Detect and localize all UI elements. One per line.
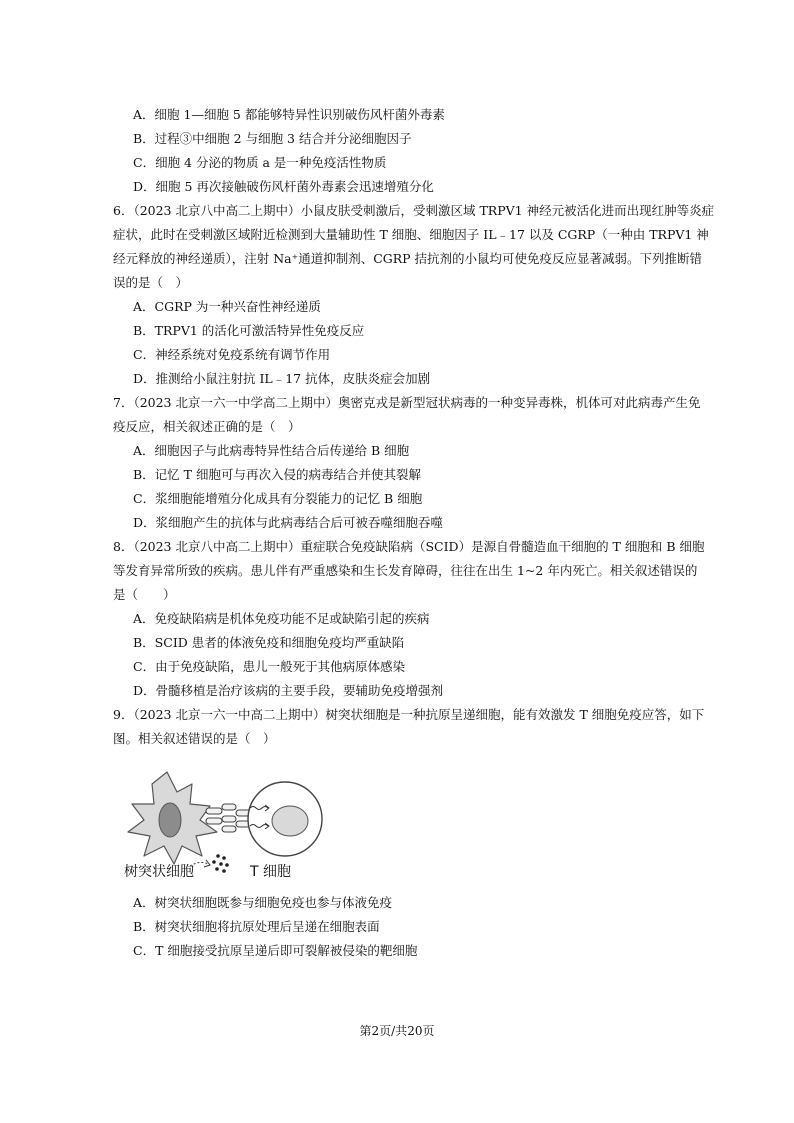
q7-stem-line: 7．（2023 北京一六一中学高二上期中）奥密克戎是新型冠状病毒的一种变异毒株，机体可对此病毒产生免 [113, 395, 701, 410]
page-footer: 第2页/共20页 [359, 1024, 435, 1038]
q6-option-d[interactable]: D．推测给小鼠注射抗 IL﹣17 抗体，皮肤炎症会加剧 [133, 371, 431, 386]
q9-stem-line: 图。相关叙述错误的是（ ） [113, 731, 276, 746]
q6-stem-line: 症状，此时在受刺激区域附近检测到大量辅助性 T 细胞、细胞因子 IL﹣17 以及 CGRP（一种由 TRPV1 神 [113, 227, 709, 242]
q6-stem-line: 经元释放的神经递质），注射 Na⁺通道抑制剂、CGRP 拮抗剂的小鼠均可使免疫反应显著减弱。下列推断错 [113, 251, 703, 266]
q7-option-c[interactable]: C．浆细胞能增殖分化成具有分裂能力的记忆 B 细胞 [133, 491, 423, 506]
q8-stem-line: 是（ ） [113, 587, 176, 602]
q5-option-b[interactable]: B．过程③中细胞 2 与细胞 3 结合并分泌细胞因子 [133, 131, 412, 146]
t-cell-nucleus [272, 806, 308, 836]
q6-stem-line: 误的是（ ） [113, 275, 189, 290]
dendritic-t-cell-figure [122, 764, 332, 886]
q7-stem-line: 疫反应，相关叙述正确的是（ ） [113, 419, 301, 434]
q8-option-c[interactable]: C．由于免疫缺陷，患儿一般死于其他病原体感染 [133, 659, 406, 674]
q8-option-a[interactable]: A．免疫缺陷病是机体免疫功能不足或缺陷引起的疾病 [133, 611, 430, 626]
q5-option-a[interactable]: A．细胞 1—细胞 5 都能够特异性识别破伤风杆菌外毒素 [133, 107, 445, 122]
question-8 [113, 535, 705, 703]
q6-stem-line: 6．（2023 北京八中高二上期中）小鼠皮肤受刺激后，受刺激区域 TRPV1 神经元被活化进而出现红肿等炎症 [113, 203, 715, 218]
q5-option-d[interactable]: D．细胞 5 再次接触破伤风杆菌外毒素会迅速增殖分化 [133, 179, 434, 194]
q7-option-b[interactable]: B．记忆 T 细胞可与再次入侵的病毒结合并使其裂解 [133, 467, 421, 482]
q9-options [113, 891, 685, 963]
q5-option-c[interactable]: C．细胞 4 分泌的物质 a 是一种免疫活性物质 [133, 155, 387, 170]
q9-option-a[interactable]: A．树突状细胞既参与细胞免疫也参与体液免疫 [133, 895, 393, 910]
q9-option-b[interactable]: B．树突状细胞将抗原处理后呈递在细胞表面 [133, 919, 380, 934]
t-cell-label: T 细胞 [250, 864, 292, 880]
q5-options [113, 103, 685, 199]
q8-option-d[interactable]: D．骨髓移植是治疗该病的主要手段，要辅助免疫增强剂 [133, 683, 444, 698]
q8-stem-line: 8．（2023 北京八中高二上期中）重症联合免疫缺陷病（SCID）是源自骨髓造血干细胞的 T 细胞和 B 细胞 [113, 539, 705, 554]
q7-option-d[interactable]: D．浆细胞产生的抗体与此病毒结合后可被吞噬细胞吞噬 [133, 515, 444, 530]
q8-option-b[interactable]: B．SCID 患者的体液免疫和细胞免疫均严重缺陷 [133, 635, 405, 650]
dendritic-nucleus [159, 803, 181, 837]
q9-option-c[interactable]: C．T 细胞接受抗原呈递后即可裂解被侵染的靶细胞 [133, 943, 418, 958]
question-9 [113, 703, 705, 751]
dendritic-cell-label: 树突状细胞 [124, 864, 194, 880]
q6-option-c[interactable]: C．神经系统对免疫系统有调节作用 [133, 347, 331, 362]
q6-option-b[interactable]: B．TRPV1 的活化可激活特异性免疫反应 [133, 323, 365, 338]
q8-stem-line: 等发育异常所致的疾病。患儿伴有严重感染和生长发育障碍，往往在出生 1~2 年内死亡。相关叙述错误的 [113, 563, 698, 578]
q9-stem-line: 9．（2023 北京一六一中高二上期中）树突状细胞是一种抗原呈递细胞，能有效激发 T 细胞免疫应答，如下 [113, 707, 705, 722]
question-6 [113, 199, 715, 391]
question-7 [113, 391, 701, 535]
q7-option-a[interactable]: A．细胞因子与此病毒特异性结合后传递给 B 细胞 [133, 443, 410, 458]
q6-option-a[interactable]: A．CGRP 为一种兴奋性神经递质 [133, 299, 321, 314]
cytokine-dots [212, 854, 229, 873]
